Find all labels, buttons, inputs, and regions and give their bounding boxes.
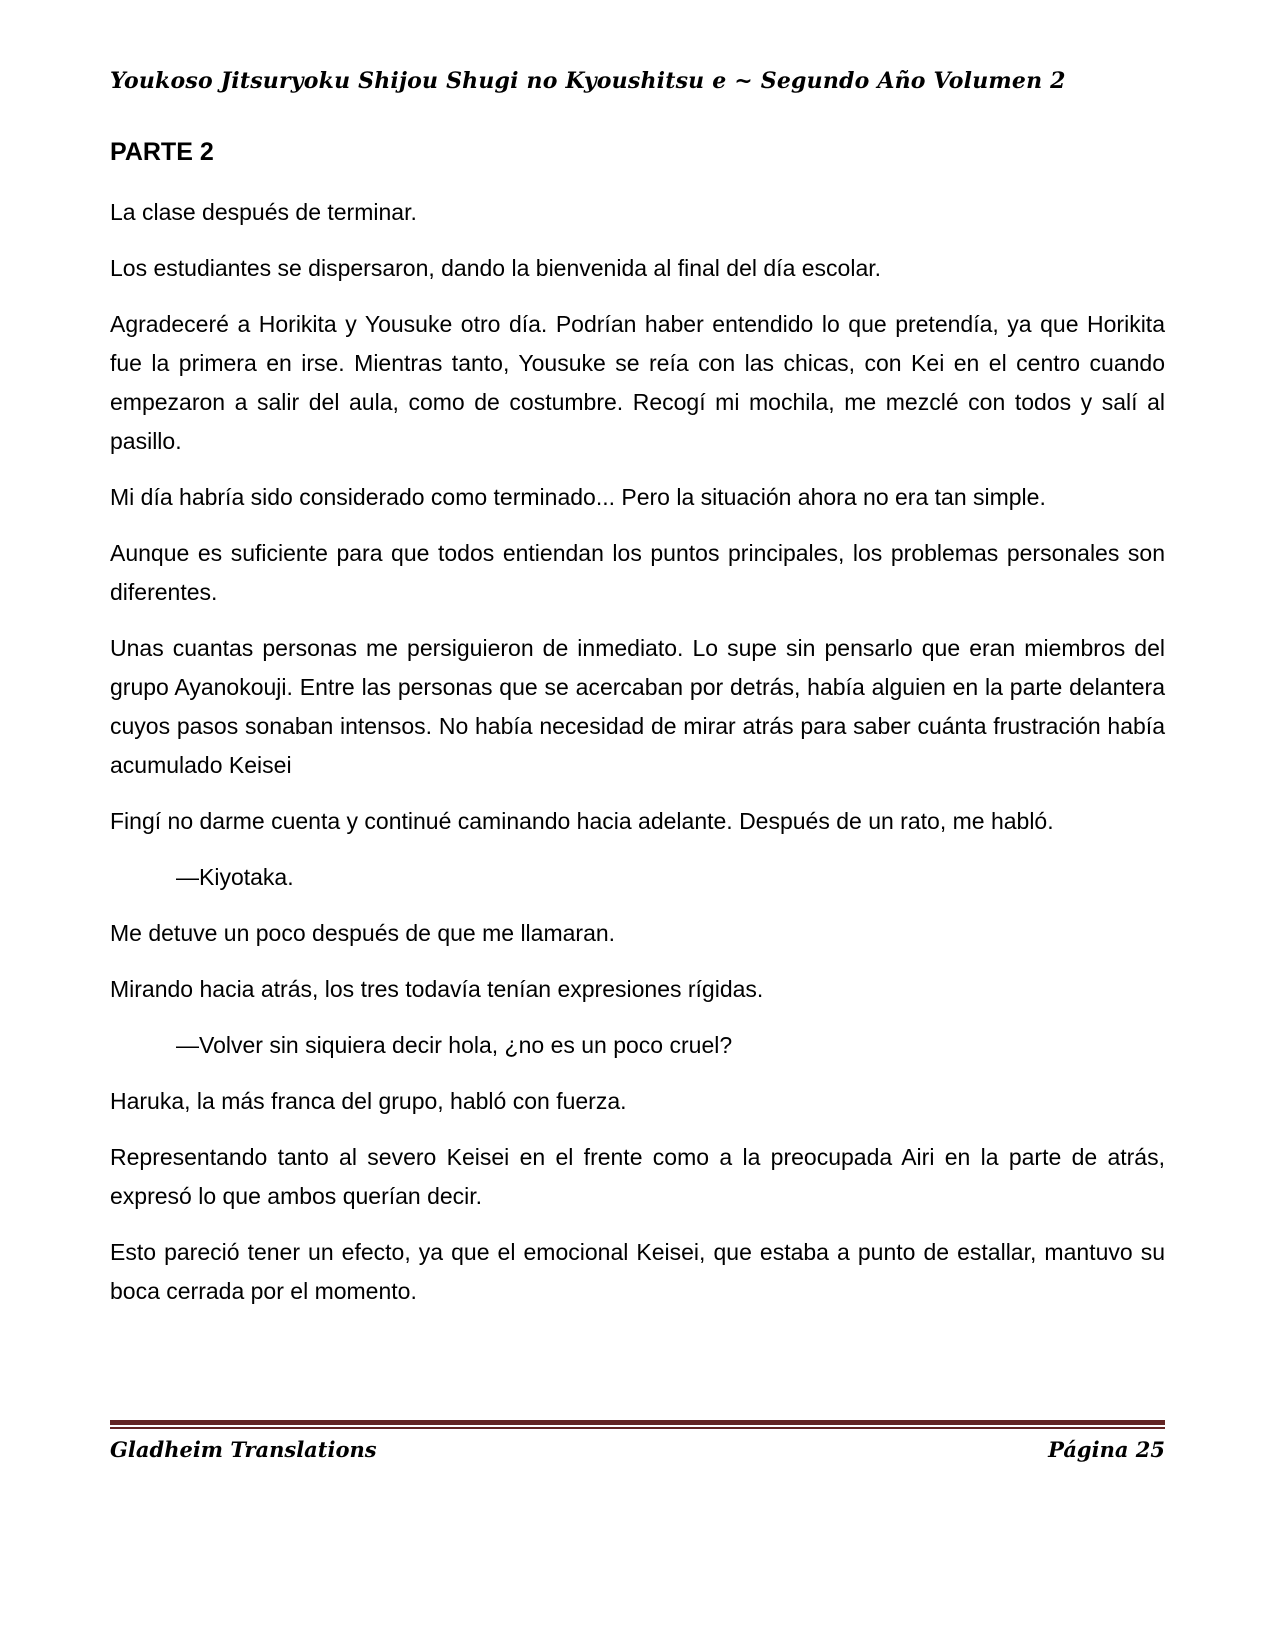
paragraph: Mirando hacia atrás, los tres todavía tenían expresiones rígidas. — [110, 976, 764, 1002]
paragraph: Me detuve un poco después de que me llamaran. — [110, 920, 616, 946]
paragraph: Agradeceré a Horikita y Yousuke otro día. Podrían haber entendido lo que pretendía, ya que Horikita fue la primera en irse. Mientras tanto, Yousuke se reía con las chicas, con Kei en el centro cuando empezaron a salir del aula, como de costumbre. Recogí mi mochila, me mezclé con todos y salí al pasillo. — [110, 311, 1165, 454]
document-body — [110, 138, 1165, 1328]
paragraph: Unas cuantas personas me persiguieron de inmediato. Lo supe sin pensarlo que eran miembros del grupo Ayanokouji. Entre las personas que se acercaban por detrás, había alguien en la parte delantera cuyos pasos sonaban intensos. No había necesidad de mirar atrás para saber cuánta frustración había acumulado Keisei — [110, 635, 1165, 778]
dialogue-line: —Kiyotaka. — [176, 864, 294, 890]
footer-divider — [110, 1420, 1165, 1429]
section-heading: PARTE 2 — [110, 138, 214, 166]
paragraph: Mi día habría sido considerado como terminado... Pero la situación ahora no era tan simple. — [110, 484, 1046, 510]
paragraph: Fingí no darme cuenta y continué caminando hacia adelante. Después de un rato, me habló. — [110, 808, 1054, 834]
footer-page-number: Página 25 — [1048, 1437, 1165, 1462]
paragraph: Haruka, la más franca del grupo, habló con fuerza. — [110, 1088, 627, 1114]
paragraph: Esto pareció tener un efecto, ya que el emocional Keisei, que estaba a punto de estallar, mantuvo su boca cerrada por el momento. — [110, 1239, 1165, 1304]
paragraph: Los estudiantes se dispersaron, dando la bienvenida al final del día escolar. — [110, 255, 882, 281]
paragraph: La clase después de terminar. — [110, 199, 417, 225]
paragraph: Aunque es suficiente para que todos entiendan los puntos principales, los problemas personales son diferentes. — [110, 540, 1165, 605]
page-footer — [110, 1420, 1165, 1462]
footer-row — [110, 1437, 1165, 1462]
page-header-title: Youkoso Jitsuryoku Shijou Shugi no Kyoushitsu e ~ Segundo Año Volumen 2 — [110, 68, 1066, 94]
footer-translator-credit: Gladheim Translations — [110, 1437, 377, 1462]
paragraph: Representando tanto al severo Keisei en el frente como a la preocupada Airi en la parte de atrás, expresó lo que ambos querían decir. — [110, 1144, 1165, 1209]
dialogue-line: —Volver sin siquiera decir hola, ¿no es un poco cruel? — [176, 1032, 733, 1058]
